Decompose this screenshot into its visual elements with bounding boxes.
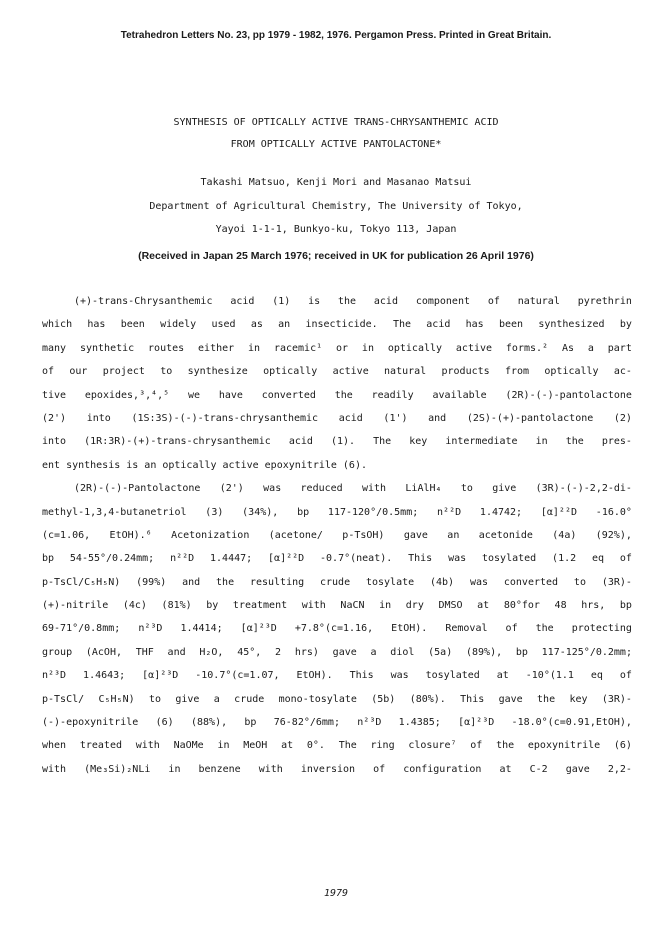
- body-line: n²³D 1.4643; [α]²³D -10.7°(c=1.07, EtOH). This was tosylated at -10°(1.1 eq of: [42, 670, 632, 682]
- body-line: ent synthesis is an optically active epoxynitrile (6).: [42, 459, 367, 471]
- body-line: (2R)-(-)-Pantolactone (2') was reduced with LiAlH₄ to give (3R)-(-)-2,2-di-: [74, 483, 632, 495]
- body-line: p-TsCl/C₅H₅N) (99%) and the resulting crude tosylate (4b) was converted to (3R)-: [42, 576, 632, 588]
- body-line: (+)-nitrile (4c) (81%) by treatment with NaCN in dry DMSO at 80°for 48 hrs, bp: [42, 600, 632, 612]
- body-line: bp 54-55°/0.24mm; n²²D 1.4447; [α]²²D -0.7°(neat). This was tosylated (1.2 eq of: [42, 553, 632, 565]
- body-line: many synthetic routes either in racemic¹ or in optically active forms.² As a part: [42, 342, 632, 354]
- body-line: p-TsCl/ C₅H₅N) to give a crude mono-tosylate (5b) (80%). This gave the key (3R)-: [42, 693, 632, 705]
- body-line: methyl-1,3,4-butanetriol (3) (34%), bp 117-120°/0.5mm; n²²D 1.4742; [α]²²D -16.0°: [42, 506, 632, 518]
- title-line-1: SYNTHESIS OF OPTICALLY ACTIVE TRANS-CHRYSANTHEMIC ACID: [173, 117, 499, 128]
- body-line: which has been widely used as an insecticide. The acid has been synthesized by: [42, 319, 632, 331]
- affiliation-line-2: Yayoi 1-1-1, Bunkyo-ku, Tokyo 113, Japan: [215, 224, 457, 235]
- page-number: 1979: [323, 888, 349, 899]
- body-line: (c=1.06, EtOH).⁶ Acetonization (acetone/ p-TsOH) gave an acetonide (4a) (92%),: [42, 529, 632, 541]
- body-line: (-)-epoxynitrile (6) (88%), bp 76-82°/6mm; n²³D 1.4385; [α]²³D -18.0°(c=0.91,EtOH),: [42, 717, 632, 729]
- body-line: (2') into (1S:3S)-(-)-trans-chrysanthemic acid (1') and (2S)-(+)-pantolactone (2): [42, 412, 632, 424]
- journal-header: Tetrahedron Letters No. 23, pp 1979 - 1982, 1976. Pergamon Press. Printed in Great Britain.: [120, 30, 552, 41]
- received-dates: (Received in Japan 25 March 1976; received in UK for publication 26 April 1976): [138, 250, 534, 262]
- body-line: group (AcOH, THF and H₂O, 45°, 2 hrs) gave a diol (5a) (89%), bp 117-125°/0.2mm;: [42, 646, 632, 658]
- affiliation-line-1: Department of Agricultural Chemistry, The University of Tokyo,: [149, 201, 523, 212]
- body-line: into (1R:3R)-(+)-trans-chrysanthemic acid (1). The key intermediate in the pres-: [42, 436, 632, 448]
- title-line-2: FROM OPTICALLY ACTIVE PANTOLACTONE*: [230, 139, 442, 150]
- article-body: [42, 290, 632, 781]
- body-line: tive epoxides,³,⁴,⁵ we have converted the readily available (2R)-(-)-pantolactone: [42, 389, 632, 401]
- body-line: with (Me₃Si)₂NLi in benzene with inversion of configuration at C-2 gave 2,2-: [42, 763, 632, 775]
- authors: Takashi Matsuo, Kenji Mori and Masanao Matsui: [200, 177, 472, 188]
- body-line: 69-71°/0.8mm; n²³D 1.4414; [α]²³D +7.8°(c=1.16, EtOH). Removal of the protecting: [42, 623, 632, 635]
- body-line: when treated with NaOMe in MeOH at 0°. The ring closure⁷ of the epoxynitrile (6): [42, 740, 632, 752]
- body-line: of our project to synthesize optically active natural products from optically ac-: [42, 366, 632, 378]
- body-line: (+)-trans-Chrysanthemic acid (1) is the acid component of natural pyrethrin: [74, 296, 632, 307]
